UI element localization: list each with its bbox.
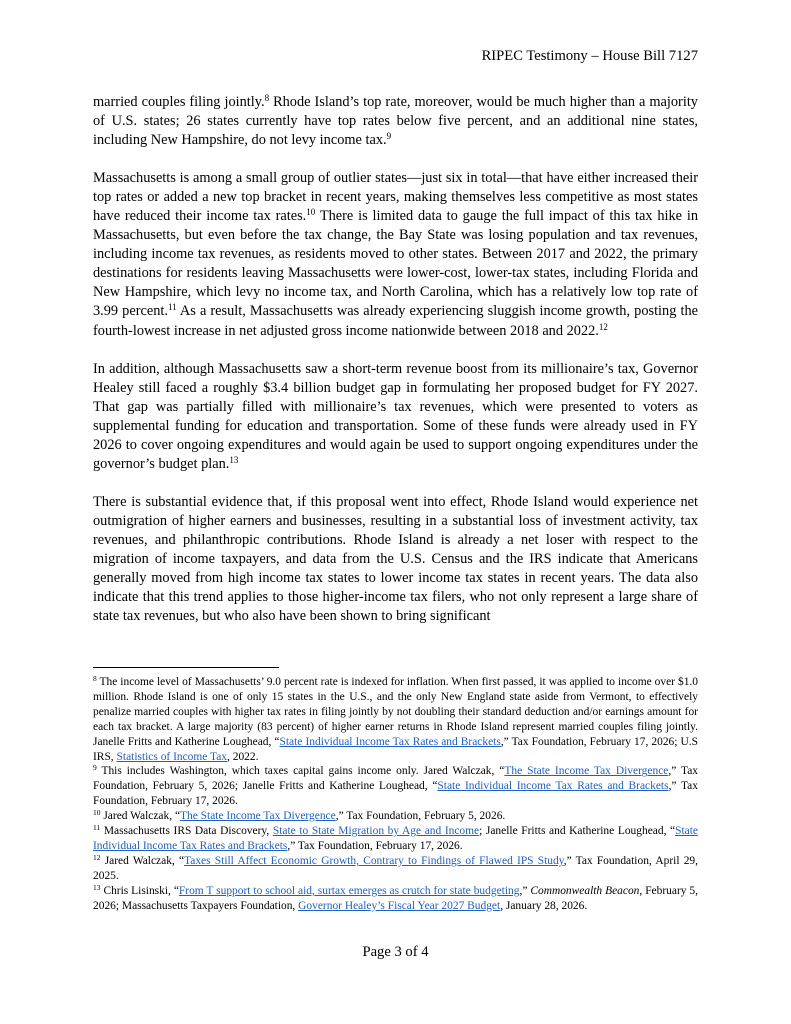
publication-name: Commonwealth Beacon (530, 884, 640, 897)
footnote-link[interactable]: State Individual Income Tax Rates and Brackets (93, 825, 698, 852)
footnote-link[interactable]: Governor Healey’s Fiscal Year 2027 Budget (298, 899, 501, 912)
footnote-ref[interactable]: 13 (229, 454, 239, 465)
body-text (93, 93, 698, 645)
footnote-ref[interactable]: 12 (598, 321, 608, 332)
running-header: RIPEC Testimony – House Bill 7127 (481, 48, 698, 64)
footnote-8: $^8$ The income level of Massachusetts’ 9.0 percent rate is indexed for inflation. When first passed, it was applied to income over $1.0 million. Rhode Island is one of only 15 states in the U.S., and the only New England state aside from Vermont, to effectively penalize married couples with higher tax rates in filing jointly by not doubling their standard deduction and/or earnings amount for each tax bracket. A large majority (83 percent) of higher earner returns in Rhode Island represent married couples filing jointly. Janelle Fritts and Katherine Loughead, “State Individual Income Tax Rates and Brackets,” Tax Foundation, February 17, 2026; U.S IRS, Statistics of Income Tax, 2022. (93, 674, 698, 763)
paragraph-4: There is substantial evidence that, if this proposal went into effect, Rhode Island would experience net outmigration of higher earners and businesses, resulting in a substantial loss of investment activity, tax revenues, and philanthropic contributions. Rhode Island is already a net loser with respect to the migration of income taxpayers, and data from the U.S. Census and the IRS indicate that Americans generally moved from high income tax states to lower income tax states in recent years. The data also indicate that this trend applies to those higher-income tax filers, who not only represent a large share of state tax revenues, but who also have been shown to bring significant (93, 493, 698, 625)
footnote-link[interactable]: Taxes Still Affect Economic Growth, Contrary to Findings of Flawed IPS Study (184, 854, 564, 867)
footnote-10: $^{10}$ Jared Walczak, “The State Income Tax Divergence,” Tax Foundation, February 5, 2026. (93, 808, 506, 823)
footnote-link[interactable]: The State Income Tax Divergence (504, 765, 669, 778)
footnote-ref[interactable]: 10 (306, 207, 316, 218)
paragraph-2: Massachusetts is among a small group of outlier states—just six in total—that have either increased their top rates or added a new top bracket in recent years, making themselves less competitive as most states have reduced their income tax rates.$^{10}$ There is limited data to gauge the full impact of this tax hike in Massachusetts, but even before the tax change, the Bay State was losing population and tax revenues, including income tax revenues, as residents moved to other states. Between 2017 and 2022, the primary destinations for residents leaving Massachusetts were lower-cost, lower-tax states, including Florida and New Hampshire, which levy no income tax, and North Carolina, which has a relatively low top rate of 3.99 percent.$^{11}$ As a result, Massachusetts was already experiencing sluggish income growth, posting the fourth-lowest increase in net adjusted gross income nationwide between 2018 and 2022.12 (93, 170, 698, 339)
footnote-ref[interactable]: 8 (264, 93, 270, 103)
footnote-link[interactable]: Statistics of Income Tax (116, 750, 228, 763)
footnote-ref[interactable]: 9 (386, 131, 392, 142)
footnote-ref[interactable]: 11 (167, 302, 177, 313)
footnote-separator (93, 667, 279, 668)
footnote-9: $^9$ This includes Washington, which taxes capital gains income only. Jared Walczak, “The State Income Tax Divergence,” Tax Foundation, February 5, 2026; Janelle Fritts and Katherine Loughead, “State Individual Income Tax Rates and Brackets,” Tax Foundation, February 17, 2026. (93, 763, 698, 808)
paragraph-3: In addition, although Massachusetts saw a short-term revenue boost from its millionaire’s tax, Governor Healey still faced a roughly $3.4 billion budget gap in formulating her proposed budget for FY 2027. That gap was partially filled with millionaire’s tax revenues, which were presented to voters as supplemental funding for education and transportation. Some of these funds were already used in FY 2026 to cover ongoing expenditures and would again be used to support ongoing expenditures under the governor’s budget plan.$^{13}$ (93, 360, 698, 472)
footnote-link[interactable]: State Individual Income Tax Rates and Brackets (437, 780, 669, 793)
footnote-11: $^{11}$ Massachusetts IRS Data Discovery, State to State Migration by Age and Income; Janelle Fritts and Katherine Loughead, “State Individual Income Tax Rates and Brackets,” Tax Foundation, February 17, 2026. (93, 823, 698, 852)
footnotes (93, 675, 698, 914)
paragraph-1: married couples filing jointly.$^8$ Rhode Island’s top rate, moreover, would be much higher than a majority of U.S. states; 26 states currently have top rates below five percent, and an additional nine states, including New Hampshire, do not levy income tax.$^9$ (93, 93, 698, 149)
footnote-link[interactable]: The State Income Tax Divergence (180, 810, 336, 823)
footnote-link[interactable]: State to State Migration by Age and Income (272, 825, 480, 838)
footnote-link[interactable]: From T support to school aid, surtax emerges as crutch for state budgeting (178, 884, 520, 897)
footnote-12: $^{12}$ Jared Walczak, “Taxes Still Affect Economic Growth, Contrary to Findings of Flawed IPS Study,” Tax Foundation, April 29, 2025. (93, 852, 698, 882)
page-number: Page 3 of 4 (362, 944, 429, 960)
footnote-13: $^{13}$ Chris Lisinski, “From T support to school aid, surtax emerges as crutch for state budgeting,” Commonwealth Beacon, February 5, 2026; Massachusetts Taxpayers Foundation, Governor Healey’s Fiscal Year 2027 Budget, January 28, 2026. (93, 882, 698, 912)
footnote-link[interactable]: State Individual Income Tax Rates and Brackets (279, 735, 501, 748)
